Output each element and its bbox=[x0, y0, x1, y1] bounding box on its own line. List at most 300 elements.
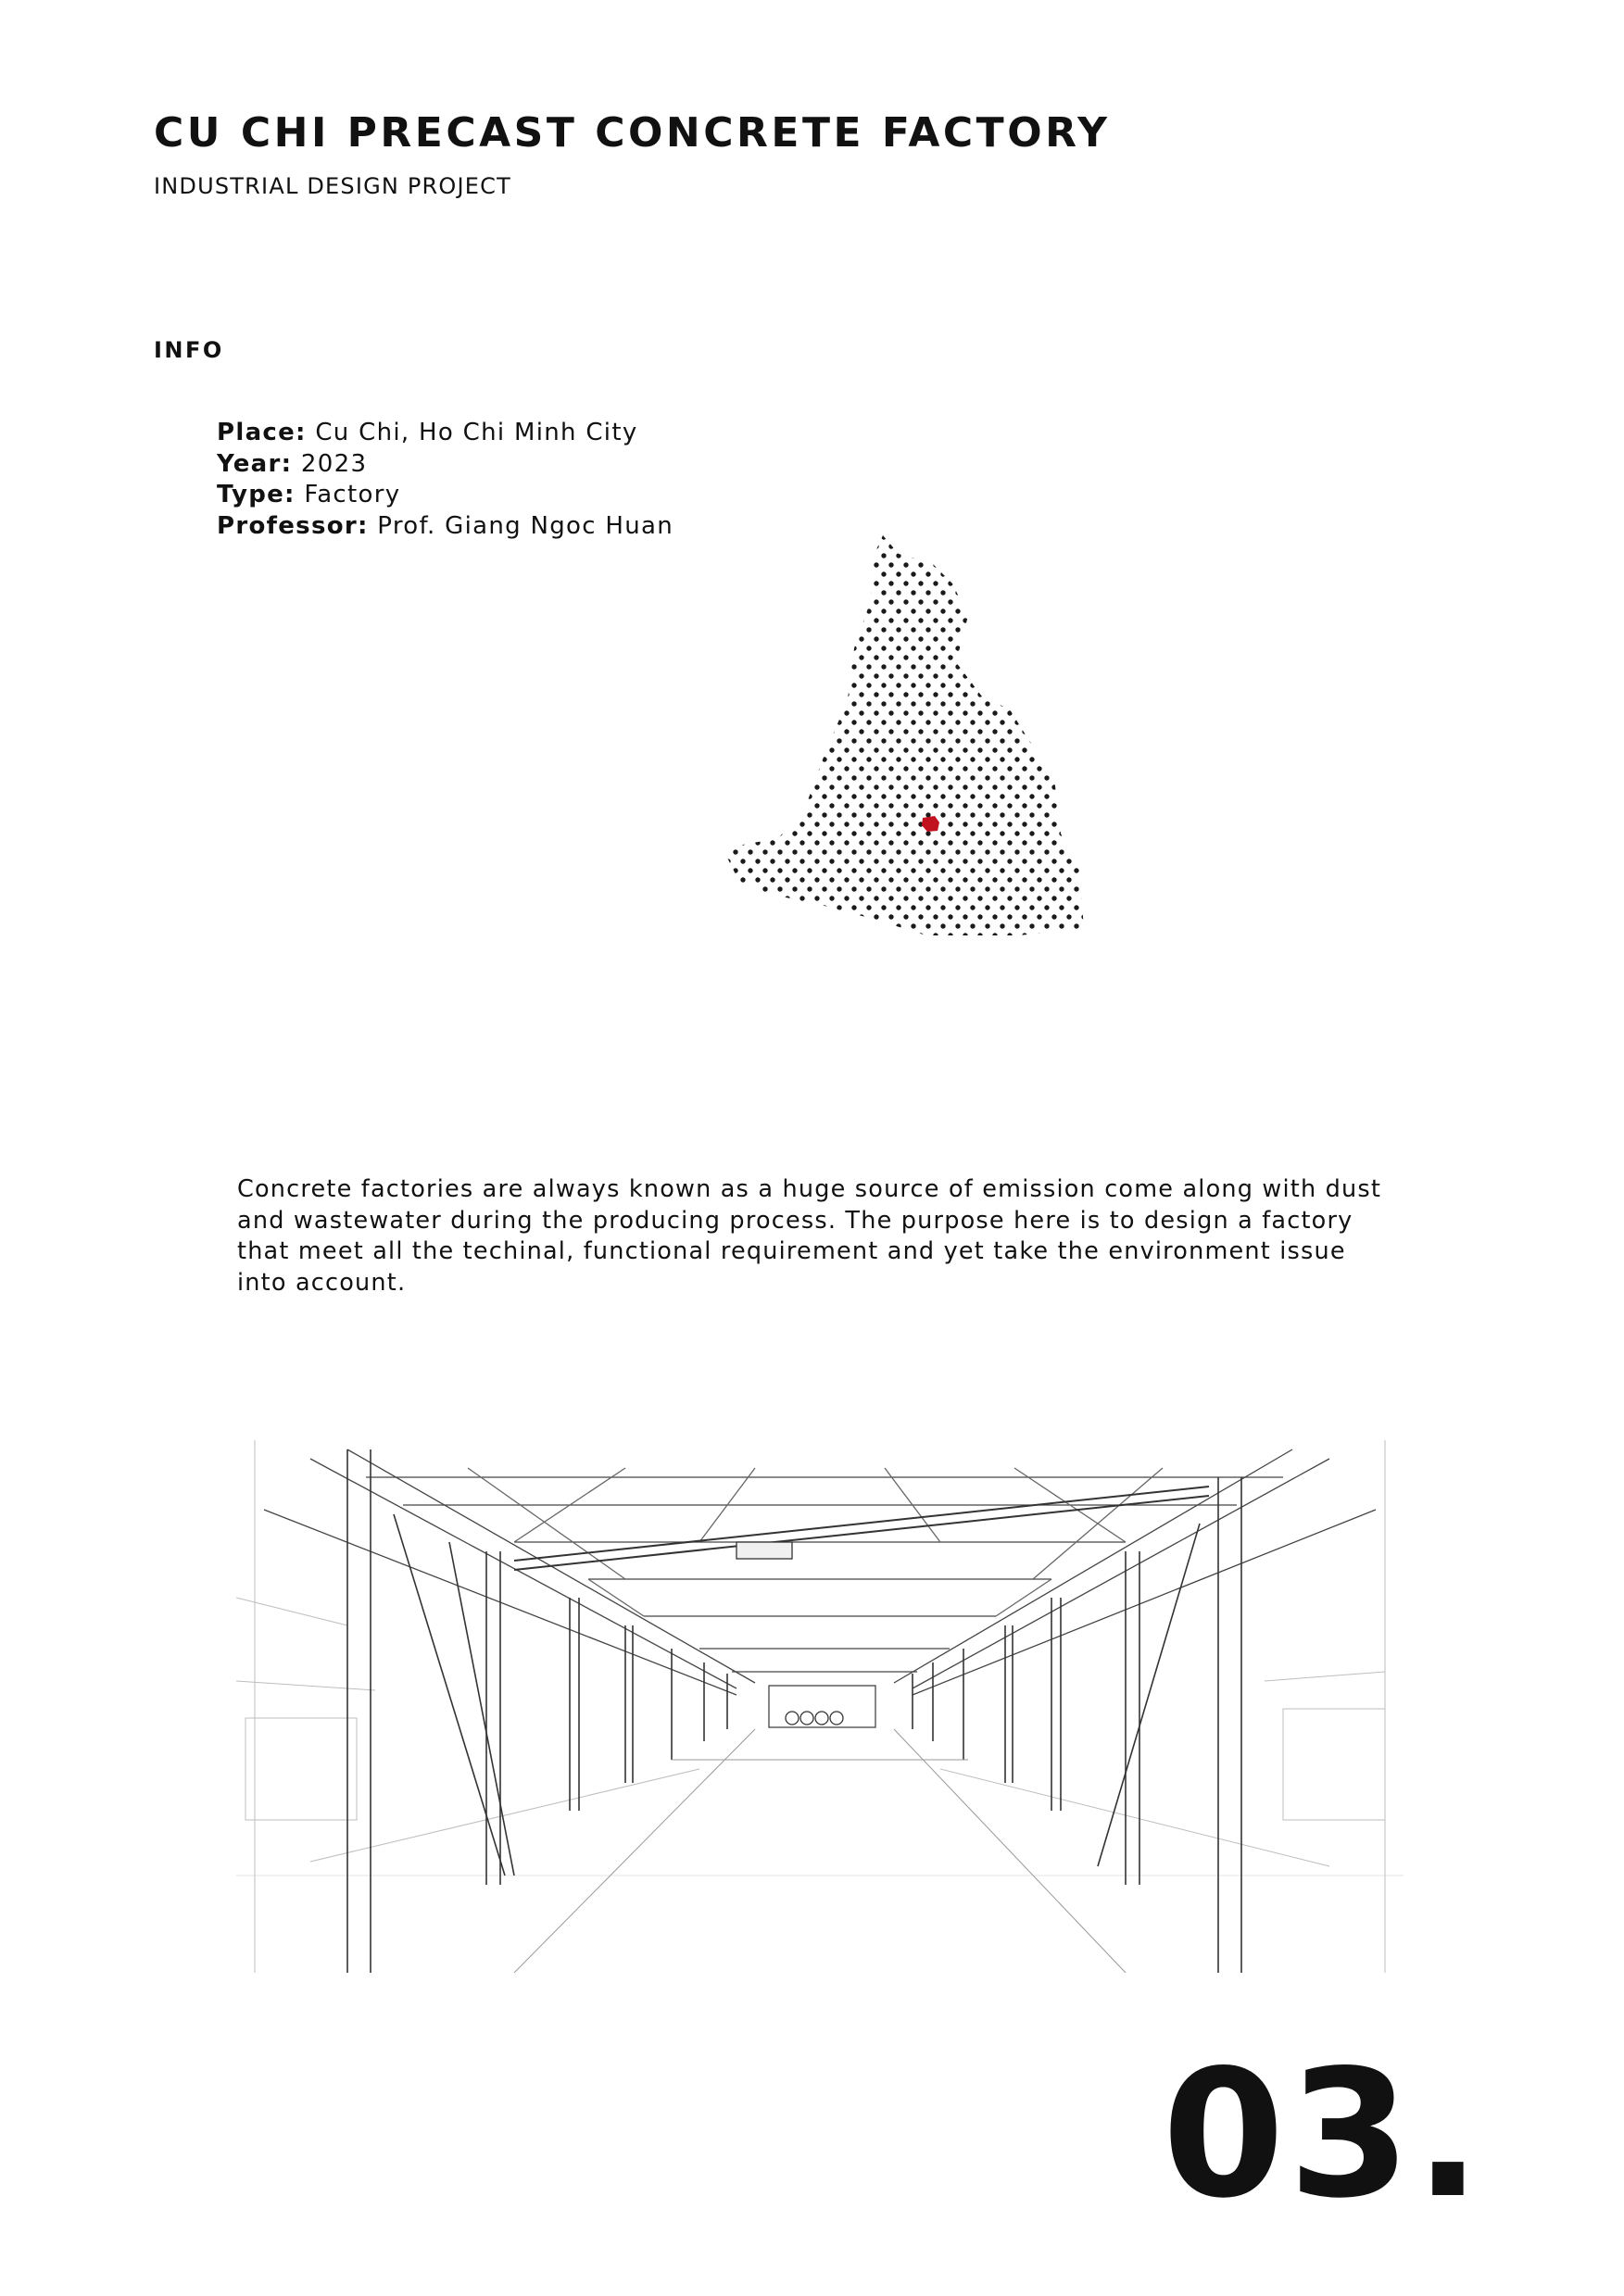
map-dot bbox=[963, 766, 967, 771]
map-dot bbox=[992, 692, 997, 696]
map-dot bbox=[1133, 775, 1138, 780]
map-dot bbox=[822, 942, 826, 947]
map-dot bbox=[1207, 812, 1212, 817]
map-dot bbox=[814, 747, 819, 752]
map-dot bbox=[985, 812, 989, 817]
map-dot bbox=[1200, 729, 1204, 734]
map-dot bbox=[762, 701, 767, 706]
map-dot bbox=[770, 581, 774, 585]
map-dot bbox=[755, 822, 760, 826]
map-dot bbox=[1177, 849, 1182, 854]
map-dot bbox=[1029, 720, 1034, 724]
map-dot bbox=[1118, 831, 1123, 835]
map-dot bbox=[792, 683, 797, 687]
map-dot bbox=[1207, 923, 1212, 928]
map-dot bbox=[777, 720, 782, 724]
map-dot bbox=[1022, 914, 1026, 919]
map-dot bbox=[762, 534, 767, 539]
map-dot bbox=[785, 859, 789, 863]
map-dot bbox=[814, 729, 819, 734]
map-dot bbox=[1215, 544, 1219, 548]
map-dot bbox=[881, 812, 886, 817]
map-dot bbox=[807, 905, 812, 910]
map-dot bbox=[1103, 738, 1108, 743]
map-dot bbox=[948, 784, 952, 789]
map-dot bbox=[1096, 859, 1101, 863]
map-dot bbox=[1126, 692, 1130, 696]
map-dot bbox=[874, 692, 878, 696]
map-dot bbox=[807, 868, 812, 872]
map-dot bbox=[844, 933, 849, 937]
map-dot bbox=[1037, 599, 1041, 604]
map-dot bbox=[844, 766, 849, 771]
map-dot bbox=[1170, 528, 1175, 531]
map-dot bbox=[925, 534, 930, 539]
map-dot bbox=[925, 701, 930, 706]
map-dot bbox=[918, 914, 923, 919]
map-dot bbox=[1140, 636, 1145, 641]
map-dot bbox=[1022, 528, 1026, 531]
map-dot bbox=[874, 877, 878, 882]
map-dot bbox=[1155, 655, 1160, 659]
map-dot bbox=[748, 905, 752, 910]
map-dot bbox=[1022, 784, 1026, 789]
map-dot bbox=[1207, 664, 1212, 669]
map-dot bbox=[770, 822, 774, 826]
map-dot bbox=[1133, 627, 1138, 632]
map-dot bbox=[1014, 609, 1019, 613]
map-dot bbox=[822, 849, 826, 854]
map-dot bbox=[1074, 571, 1078, 576]
map-dot bbox=[881, 775, 886, 780]
map-dot bbox=[1126, 710, 1130, 715]
map-dot bbox=[777, 923, 782, 928]
map-dot bbox=[1081, 896, 1086, 900]
map-dot bbox=[807, 794, 812, 798]
map-dot bbox=[903, 599, 908, 604]
map-dot bbox=[814, 636, 819, 641]
map-dot bbox=[1037, 636, 1041, 641]
map-dot bbox=[1007, 673, 1012, 678]
map-dot bbox=[874, 599, 878, 604]
map-dot bbox=[1185, 636, 1190, 641]
map-dot bbox=[859, 710, 863, 715]
map-dot bbox=[1029, 886, 1034, 891]
map-dot bbox=[822, 609, 826, 613]
map-dot bbox=[1177, 905, 1182, 910]
map-dot bbox=[1133, 831, 1138, 835]
map-dot bbox=[963, 710, 967, 715]
map-dot bbox=[903, 581, 908, 585]
map-dot bbox=[1207, 886, 1212, 891]
map-dot bbox=[1037, 562, 1041, 567]
map-dot bbox=[866, 627, 871, 632]
map-dot bbox=[1029, 683, 1034, 687]
map-dot bbox=[807, 534, 812, 539]
map-dot bbox=[1140, 784, 1145, 789]
map-dot bbox=[940, 923, 945, 928]
map-dot bbox=[770, 673, 774, 678]
map-dot bbox=[1163, 868, 1167, 872]
map-dot bbox=[1089, 590, 1093, 595]
map-dot bbox=[1111, 710, 1115, 715]
info-item-year bbox=[217, 449, 674, 481]
map-dot bbox=[948, 528, 952, 531]
map-dot bbox=[829, 840, 834, 845]
map-dot bbox=[748, 849, 752, 854]
map-dot bbox=[1118, 757, 1123, 761]
map-dot bbox=[1207, 831, 1212, 835]
map-dot bbox=[1022, 636, 1026, 641]
map-dot bbox=[874, 562, 878, 567]
map-dot bbox=[948, 933, 952, 937]
map-dot bbox=[977, 618, 982, 622]
map-dot bbox=[785, 673, 789, 678]
map-dot bbox=[725, 528, 730, 531]
map-dot bbox=[1133, 886, 1138, 891]
map-dot bbox=[1014, 738, 1019, 743]
map-dot bbox=[1037, 710, 1041, 715]
map-dot bbox=[762, 886, 767, 891]
map-dot bbox=[1029, 794, 1034, 798]
map-dot bbox=[822, 627, 826, 632]
map-dot bbox=[1126, 747, 1130, 752]
map-dot bbox=[1066, 655, 1071, 659]
map-dot bbox=[725, 729, 730, 734]
map-dot bbox=[713, 636, 716, 641]
map-dot bbox=[792, 868, 797, 872]
map-dot bbox=[985, 905, 989, 910]
map-dot bbox=[1148, 942, 1152, 947]
info-value: Factory bbox=[304, 481, 401, 508]
district-dot-pattern bbox=[713, 528, 1220, 947]
map-dot bbox=[1044, 590, 1049, 595]
map-dot bbox=[762, 646, 767, 650]
map-dot bbox=[940, 534, 945, 539]
map-dot bbox=[1215, 673, 1219, 678]
map-dot bbox=[859, 618, 863, 622]
map-dot bbox=[799, 528, 804, 531]
map-dot bbox=[1215, 729, 1219, 734]
map-dot bbox=[1000, 923, 1004, 928]
map-dot bbox=[718, 849, 723, 854]
map-dot bbox=[1118, 590, 1123, 595]
map-dot bbox=[1200, 655, 1204, 659]
map-dot bbox=[1200, 528, 1204, 531]
map-dot bbox=[777, 609, 782, 613]
map-dot bbox=[1066, 766, 1071, 771]
map-dot bbox=[970, 849, 975, 854]
map-dot bbox=[1111, 673, 1115, 678]
map-dot bbox=[1044, 609, 1049, 613]
map-dot bbox=[814, 822, 819, 826]
map-dot bbox=[866, 812, 871, 817]
map-dot bbox=[881, 794, 886, 798]
map-dot bbox=[792, 701, 797, 706]
map-dot bbox=[1118, 571, 1123, 576]
map-dot bbox=[1140, 655, 1145, 659]
map-dot bbox=[918, 562, 923, 567]
map-dot bbox=[992, 618, 997, 622]
map-dot bbox=[718, 609, 723, 613]
map-dot bbox=[911, 849, 915, 854]
map-dot bbox=[851, 905, 856, 910]
map-dot bbox=[1155, 766, 1160, 771]
map-dot bbox=[1133, 590, 1138, 595]
map-dot bbox=[1185, 840, 1190, 845]
map-dot bbox=[1126, 729, 1130, 734]
map-dot bbox=[1111, 562, 1115, 567]
map-dot bbox=[829, 562, 834, 567]
map-dot bbox=[933, 599, 938, 604]
map-dot bbox=[992, 766, 997, 771]
map-dot bbox=[837, 701, 841, 706]
map-dot bbox=[1089, 701, 1093, 706]
map-dot bbox=[1096, 528, 1101, 531]
map-dot bbox=[844, 896, 849, 900]
map-dot bbox=[785, 581, 789, 585]
map-dot bbox=[963, 692, 967, 696]
map-dot bbox=[925, 831, 930, 835]
map-dot bbox=[1000, 609, 1004, 613]
info-heading: INFO bbox=[154, 337, 224, 363]
map-dot bbox=[713, 581, 716, 585]
map-dot bbox=[718, 812, 723, 817]
map-dot bbox=[713, 692, 716, 696]
map-dot bbox=[992, 877, 997, 882]
map-dot bbox=[822, 738, 826, 743]
map-dot bbox=[1066, 747, 1071, 752]
map-dot bbox=[1185, 914, 1190, 919]
map-dot bbox=[725, 766, 730, 771]
map-dot bbox=[933, 710, 938, 715]
map-dot bbox=[785, 636, 789, 641]
map-dot bbox=[918, 896, 923, 900]
map-dot bbox=[911, 590, 915, 595]
map-dot bbox=[888, 618, 893, 622]
map-dot bbox=[911, 923, 915, 928]
map-dot bbox=[1192, 683, 1197, 687]
map-dot bbox=[1148, 646, 1152, 650]
map-dot bbox=[785, 766, 789, 771]
map-dot bbox=[963, 618, 967, 622]
map-dot bbox=[829, 581, 834, 585]
map-dot bbox=[859, 840, 863, 845]
map-dot bbox=[925, 886, 930, 891]
map-dot bbox=[948, 581, 952, 585]
map-dot bbox=[1000, 886, 1004, 891]
map-dot bbox=[748, 571, 752, 576]
map-dot bbox=[799, 859, 804, 863]
map-dot bbox=[948, 710, 952, 715]
map-dot bbox=[896, 886, 900, 891]
map-dot bbox=[1215, 528, 1219, 531]
map-dot bbox=[792, 849, 797, 854]
map-dot bbox=[748, 553, 752, 558]
map-dot bbox=[866, 775, 871, 780]
map-dot bbox=[1215, 784, 1219, 789]
map-dot bbox=[1207, 942, 1212, 947]
map-dot bbox=[829, 673, 834, 678]
map-dot bbox=[896, 553, 900, 558]
map-dot bbox=[814, 840, 819, 845]
map-dot bbox=[1133, 849, 1138, 854]
map-dot bbox=[1089, 534, 1093, 539]
map-dot bbox=[866, 646, 871, 650]
map-dot bbox=[1111, 840, 1115, 845]
map-dot bbox=[1163, 757, 1167, 761]
map-dot bbox=[792, 646, 797, 650]
map-dot bbox=[933, 784, 938, 789]
map-dot bbox=[896, 905, 900, 910]
map-dot bbox=[940, 627, 945, 632]
map-dot bbox=[1170, 636, 1175, 641]
map-dot bbox=[762, 627, 767, 632]
map-dot bbox=[1192, 590, 1197, 595]
map-dot bbox=[1177, 627, 1182, 632]
map-dot bbox=[985, 794, 989, 798]
map-dot bbox=[985, 627, 989, 632]
map-dot bbox=[933, 581, 938, 585]
map-dot bbox=[770, 803, 774, 808]
map-dot bbox=[1118, 794, 1123, 798]
map-dot bbox=[970, 646, 975, 650]
map-dot bbox=[1022, 655, 1026, 659]
map-dot bbox=[1074, 553, 1078, 558]
map-dot bbox=[1185, 599, 1190, 604]
map-dot bbox=[822, 534, 826, 539]
map-dot bbox=[1207, 627, 1212, 632]
map-dot bbox=[785, 840, 789, 845]
map-dot bbox=[733, 590, 737, 595]
map-dot bbox=[748, 683, 752, 687]
map-dot bbox=[1118, 627, 1123, 632]
map-dot bbox=[940, 738, 945, 743]
map-dot bbox=[1074, 923, 1078, 928]
map-dot bbox=[1177, 646, 1182, 650]
map-dot bbox=[844, 673, 849, 678]
map-dot bbox=[955, 775, 960, 780]
map-dot bbox=[1059, 886, 1064, 891]
map-dot bbox=[977, 692, 982, 696]
map-dot bbox=[918, 528, 923, 531]
map-dot bbox=[814, 896, 819, 900]
map-dot bbox=[785, 599, 789, 604]
map-dot bbox=[1163, 905, 1167, 910]
project-title: CU CHI PRECAST CONCRETE FACTORY bbox=[154, 109, 1111, 157]
map-dot bbox=[740, 822, 745, 826]
map-dot bbox=[807, 553, 812, 558]
map-dot bbox=[1155, 896, 1160, 900]
map-dot bbox=[955, 886, 960, 891]
map-dot bbox=[1155, 803, 1160, 808]
map-dot bbox=[925, 683, 930, 687]
map-dot bbox=[985, 942, 989, 947]
map-dot bbox=[1096, 599, 1101, 604]
map-dot bbox=[1051, 859, 1056, 863]
map-dot bbox=[859, 655, 863, 659]
map-dot bbox=[844, 581, 849, 585]
map-dot bbox=[814, 914, 819, 919]
map-dot bbox=[814, 673, 819, 678]
map-dot bbox=[770, 766, 774, 771]
map-dot bbox=[1044, 701, 1049, 706]
map-dot bbox=[1215, 599, 1219, 604]
map-dot bbox=[1177, 720, 1182, 724]
map-dot bbox=[1192, 534, 1197, 539]
map-dot bbox=[918, 655, 923, 659]
map-dot bbox=[1192, 720, 1197, 724]
map-dot bbox=[1089, 775, 1093, 780]
map-dot bbox=[748, 812, 752, 817]
map-dot bbox=[896, 868, 900, 872]
map-dot bbox=[1096, 896, 1101, 900]
map-dot bbox=[1051, 528, 1056, 531]
map-dot bbox=[748, 627, 752, 632]
map-dot bbox=[1037, 840, 1041, 845]
map-dot bbox=[970, 609, 975, 613]
map-dot bbox=[1096, 544, 1101, 548]
info-label: Year: bbox=[217, 449, 293, 478]
map-dot bbox=[940, 831, 945, 835]
map-dot bbox=[925, 905, 930, 910]
map-dot bbox=[977, 840, 982, 845]
map-dot bbox=[1081, 599, 1086, 604]
map-dot bbox=[1000, 720, 1004, 724]
map-dot bbox=[1000, 757, 1004, 761]
map-dot bbox=[829, 655, 834, 659]
map-dot bbox=[1066, 877, 1071, 882]
map-dot bbox=[1096, 655, 1101, 659]
map-dot bbox=[940, 720, 945, 724]
map-dot bbox=[933, 655, 938, 659]
map-dot bbox=[1081, 877, 1086, 882]
map-dot bbox=[799, 747, 804, 752]
info-value: Cu Chi, Ho Chi Minh City bbox=[315, 419, 638, 446]
map-dot bbox=[762, 738, 767, 743]
map-dot bbox=[1148, 571, 1152, 576]
map-dot bbox=[1200, 618, 1204, 622]
map-dot bbox=[933, 933, 938, 937]
map-dot bbox=[725, 933, 730, 937]
map-dot bbox=[1014, 849, 1019, 854]
map-dot bbox=[725, 877, 730, 882]
map-dot bbox=[970, 720, 975, 724]
map-dot bbox=[977, 766, 982, 771]
map-dot bbox=[970, 794, 975, 798]
map-dot bbox=[1059, 794, 1064, 798]
map-dot bbox=[1192, 627, 1197, 632]
map-dot bbox=[837, 794, 841, 798]
map-dot bbox=[881, 720, 886, 724]
map-dot bbox=[1163, 794, 1167, 798]
map-dot bbox=[1096, 747, 1101, 752]
map-dot bbox=[1089, 868, 1093, 872]
map-dot bbox=[970, 534, 975, 539]
map-dot bbox=[1200, 581, 1204, 585]
map-dot bbox=[718, 775, 723, 780]
map-dot bbox=[903, 710, 908, 715]
map-dot bbox=[1140, 599, 1145, 604]
map-dot bbox=[718, 553, 723, 558]
map-dot bbox=[1155, 747, 1160, 752]
map-dot bbox=[1207, 757, 1212, 761]
map-dot bbox=[762, 868, 767, 872]
map-dot bbox=[1074, 794, 1078, 798]
map-dot bbox=[881, 831, 886, 835]
map-dot bbox=[822, 553, 826, 558]
map-dot bbox=[733, 757, 737, 761]
